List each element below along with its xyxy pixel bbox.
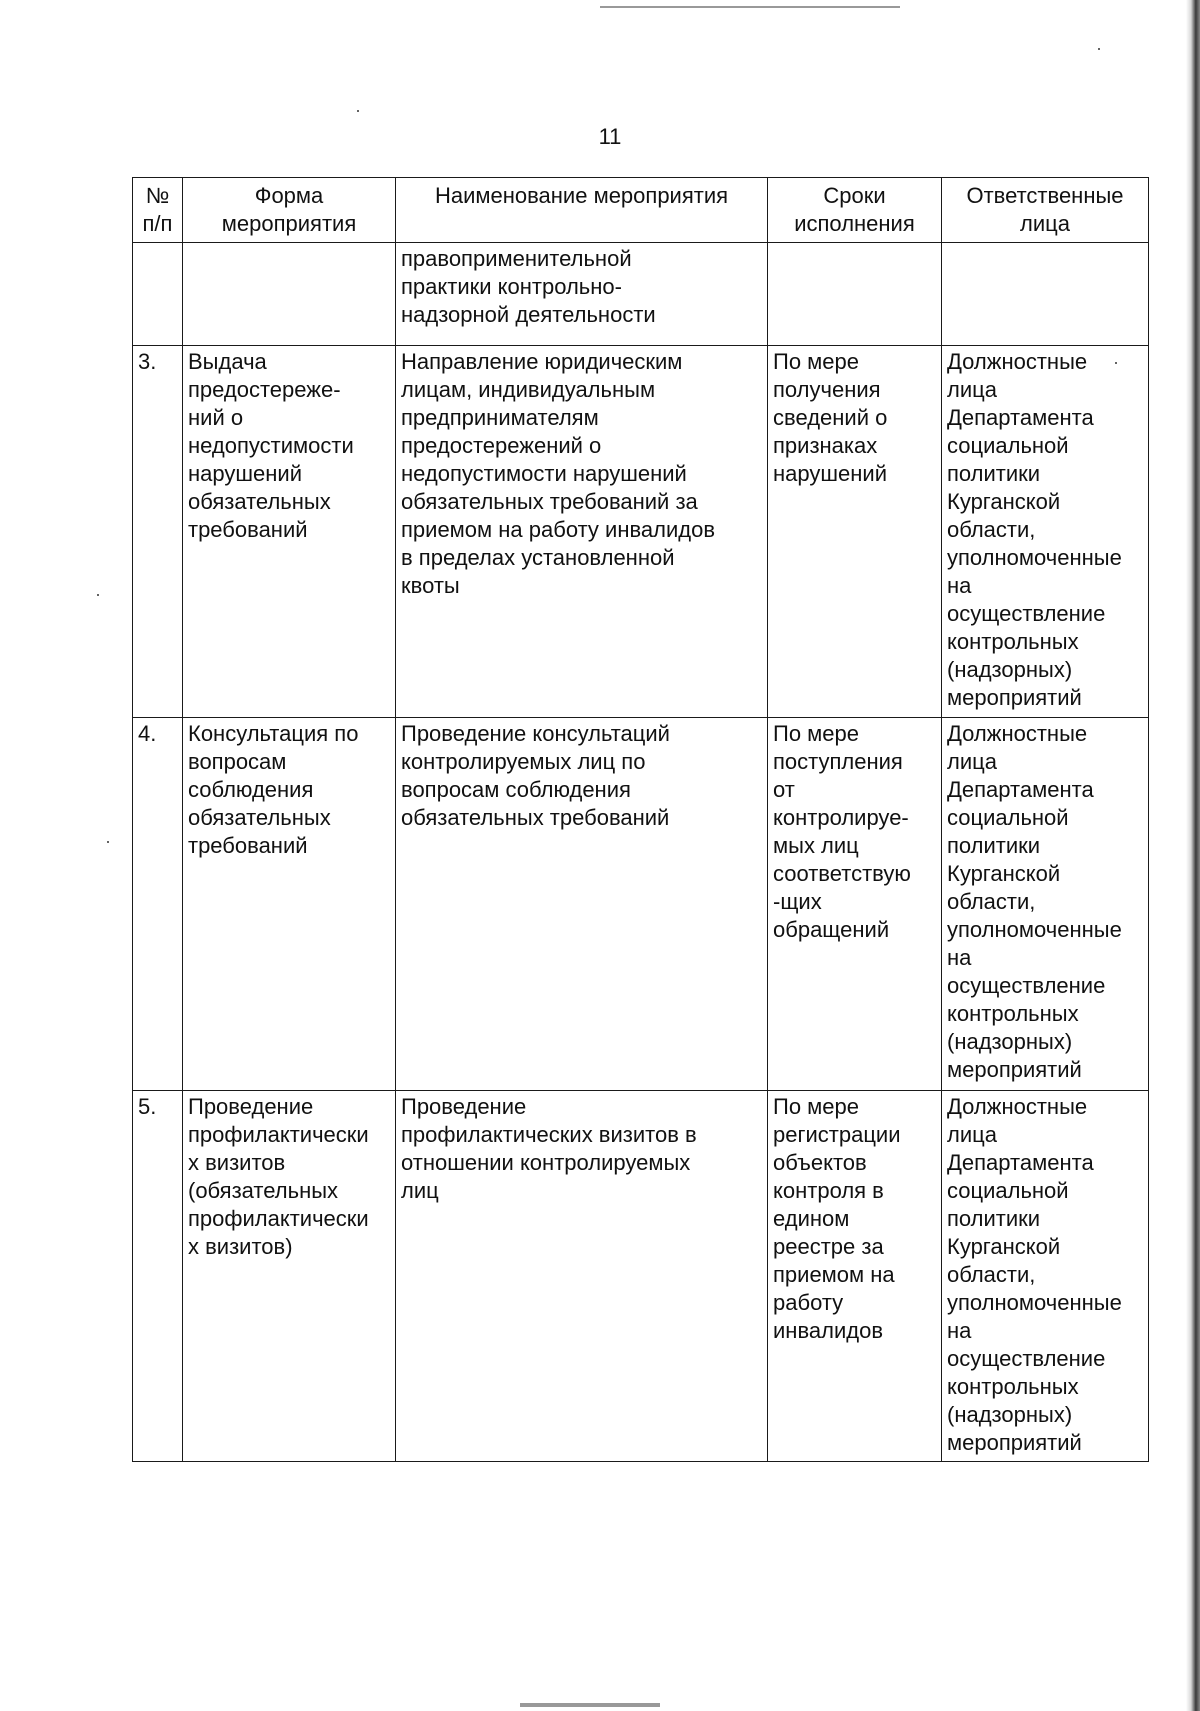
cell-responsible: Должностные лица Департамента социальной политики Курганской области, уполномоченные на осуществление контрольных (надзорных) мероприятий	[942, 346, 1149, 718]
cell-number: 3.	[133, 346, 183, 718]
scan-speck	[1098, 48, 1100, 50]
cell-deadline	[768, 243, 942, 346]
cell-form: Проведение профилактически х визитов (обязательных профилактически х визитов)	[183, 1091, 396, 1462]
cell-responsible	[942, 243, 1149, 346]
cell-name: Направление юридическим лицам, индивидуальным предпринимателям предостережений о недопустимости нарушений обязательных требований за приемом на работу инвалидов в пределах установленной квоты	[396, 346, 768, 718]
scan-edge-shadow	[1186, 0, 1200, 1711]
cell-name: Проведение профилактических визитов в отношении контролируемых лиц	[396, 1091, 768, 1462]
table-header-row	[133, 178, 1149, 243]
cell-form: Консультация по вопросам соблюдения обязательных требований	[183, 718, 396, 1091]
cell-deadline: По мере получения сведений о признаках нарушений	[768, 346, 942, 718]
table-row	[133, 346, 1149, 718]
scan-speck	[107, 841, 109, 843]
cell-responsible: Должностные лица Департамента социальной политики Курганской области, уполномоченные на осуществление контрольных (надзорных) мероприятий	[942, 1091, 1149, 1462]
header-number: № п/п	[133, 178, 183, 243]
cell-deadline: По мере регистрации объектов контроля в едином реестре за приемом на работу инвалидов	[768, 1091, 942, 1462]
header-responsible: Ответственные лица	[942, 178, 1149, 243]
header-deadline: Сроки исполнения	[768, 178, 942, 243]
cell-name: Проведение консультаций контролируемых лиц по вопросам соблюдения обязательных требований	[396, 718, 768, 1091]
cell-form	[183, 243, 396, 346]
cell-form: Выдача предостереже- ний о недопустимости нарушений обязательных требований	[183, 346, 396, 718]
cell-number: 5.	[133, 1091, 183, 1462]
cell-number	[133, 243, 183, 346]
table-row	[133, 1091, 1149, 1462]
measures-table	[132, 177, 1149, 1462]
header-form: Форма мероприятия	[183, 178, 396, 243]
scan-artifact-bottom	[520, 1703, 660, 1707]
scan-artifact-top	[600, 0, 900, 8]
cell-number: 4.	[133, 718, 183, 1091]
cell-responsible: Должностные лица Департамента социальной политики Курганской области, уполномоченные на осуществление контрольных (надзорных) мероприятий	[942, 718, 1149, 1091]
table-row	[133, 718, 1149, 1091]
scan-speck	[357, 110, 359, 112]
cell-deadline: По мере поступления от контролируе- мых лиц соответствую -щих обращений	[768, 718, 942, 1091]
header-name: Наименование мероприятия	[396, 178, 768, 243]
page-number: 11	[598, 124, 622, 149]
scan-speck	[97, 594, 99, 596]
cell-name: правоприменительной практики контрольно- надзорной деятельности	[396, 243, 768, 346]
table-row	[133, 243, 1149, 346]
